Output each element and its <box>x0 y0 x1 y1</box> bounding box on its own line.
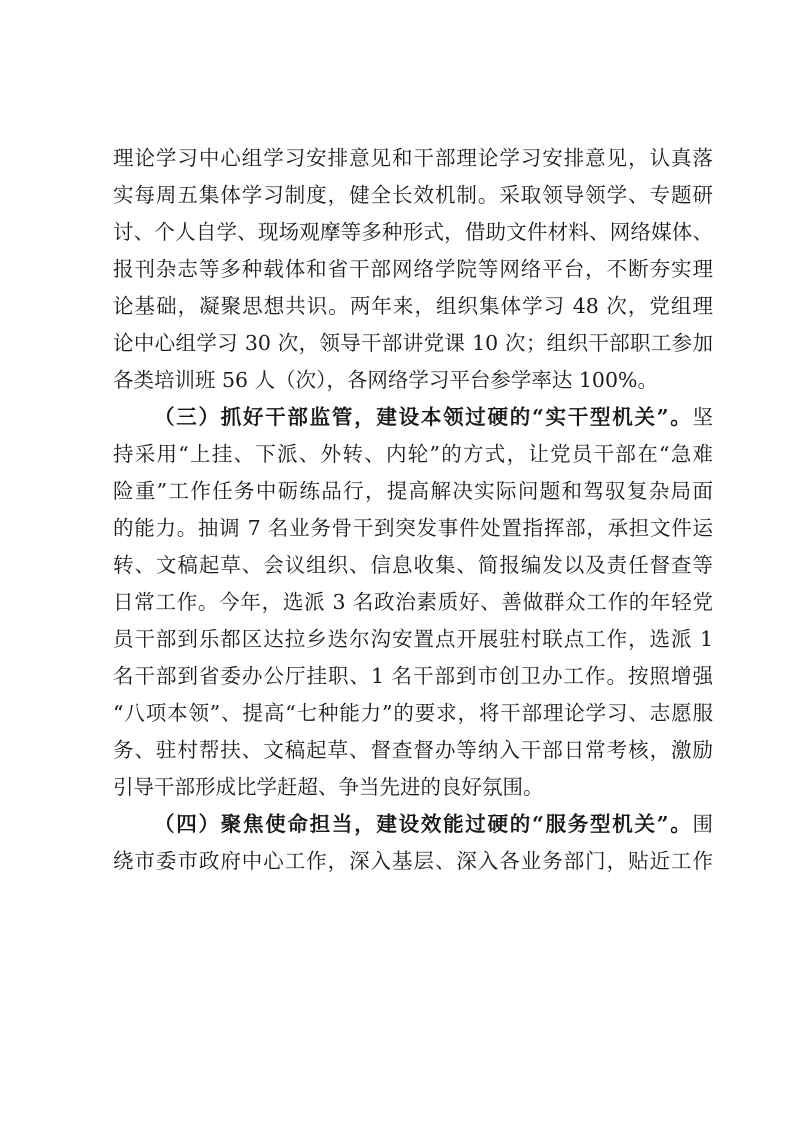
text-line <box>113 288 713 325</box>
text-line <box>113 732 713 769</box>
text-line <box>113 251 713 288</box>
line-text: 险重”工作任务中砺练品行，提高解决实际问题和驾驭复杂局面 <box>113 479 713 503</box>
line-text: 讨、个人自学、现场观摩等多种形式，借助文件材料、网络媒体、 <box>113 220 713 244</box>
document-body <box>113 140 713 880</box>
text-line <box>113 769 713 806</box>
text-line <box>113 547 713 584</box>
text-line <box>113 214 713 251</box>
line-text: 各类培训班 56 人（次），各网络学习平台参学率达 100%。 <box>113 368 658 392</box>
line-text: 报刊杂志等多种载体和省干部网络学院等网络平台，不断夯实理 <box>113 257 713 281</box>
line-text: 务、驻村帮扶、文稿起草、督查督办等纳入干部日常考核，激励 <box>113 738 713 762</box>
line-text: 绕市委市政府中心工作，深入基层、深入各业务部门，贴近工作 <box>113 849 713 873</box>
line-text: “八项本领”、提高“七种能力”的要求，将干部理论学习、志愿服 <box>113 701 713 725</box>
text-line <box>113 177 713 214</box>
line-text: 理论学习中心组学习安排意见和干部理论学习安排意见，认真落 <box>113 146 713 170</box>
line-text: 论中心组学习 30 次，领导干部讲党课 10 次；组织干部职工参加 <box>113 331 713 355</box>
text-line <box>113 695 713 732</box>
line-text: 围 <box>692 812 713 836</box>
line-text: 员干部到乐都区达拉乡迭尔沟安置点开展驻村联点工作，选派 1 <box>113 627 713 651</box>
text-line <box>113 473 713 510</box>
line-text: 引导干部形成比学赶超、争当先进的良好氛围。 <box>113 775 544 799</box>
text-line <box>113 584 713 621</box>
text-line <box>113 843 713 880</box>
line-text: 坚 <box>692 405 713 429</box>
section-heading-line <box>113 399 713 436</box>
section-heading: （三）抓好干部监管，建设本领过硬的“实干型机关”。 <box>154 405 693 429</box>
text-line <box>113 140 713 177</box>
line-text: 名干部到省委办公厅挂职、1 名干部到市创卫办工作。按照增强 <box>113 664 713 688</box>
line-text: 的能力。抽调 7 名业务骨干到突发事件处置指挥部，承担文件运 <box>113 516 713 540</box>
section-heading-line <box>113 806 713 843</box>
text-line <box>113 436 713 473</box>
text-line <box>113 362 713 399</box>
text-line <box>113 621 713 658</box>
line-text: 持采用“上挂、下派、外转、内轮”的方式，让党员干部在“急难 <box>113 442 713 466</box>
section-heading: （四）聚焦使命担当，建设效能过硬的“服务型机关”。 <box>154 812 693 836</box>
line-text: 论基础，凝聚思想共识。两年来，组织集体学习 48 次，党组理 <box>113 294 713 318</box>
line-text: 转、文稿起草、会议组织、信息收集、简报编发以及责任督查等 <box>113 553 713 577</box>
text-line <box>113 510 713 547</box>
text-line <box>113 325 713 362</box>
line-text: 日常工作。今年，选派 3 名政治素质好、善做群众工作的年轻党 <box>113 590 713 614</box>
line-text: 实每周五集体学习制度，健全长效机制。采取领导领学、专题研 <box>113 183 713 207</box>
text-line <box>113 658 713 695</box>
